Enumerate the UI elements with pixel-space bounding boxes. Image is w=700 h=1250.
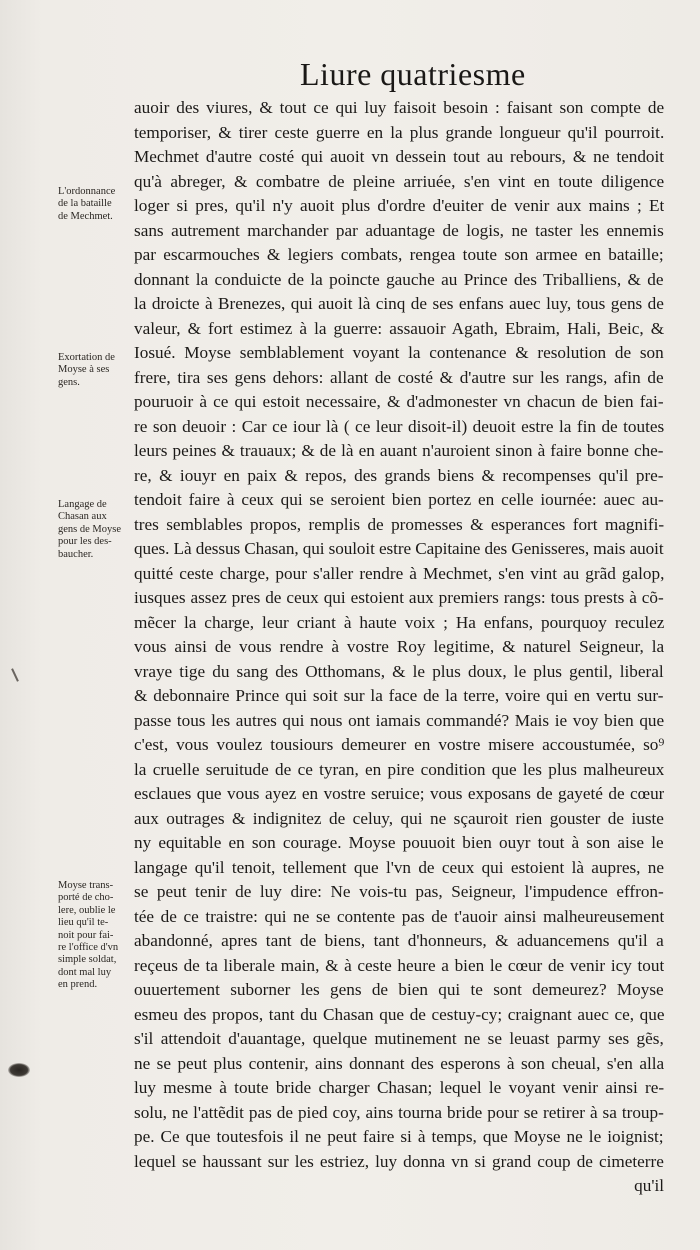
margin-note-exhortation <box>58 352 138 389</box>
text-line: s'il attendoit d'auantage, quelque mutinement ne se leuast parmy ses gẽs, <box>134 1029 664 1048</box>
margin-note-line: noit pour fai- <box>58 929 114 941</box>
margin-note-line: gens. <box>58 376 80 388</box>
text-line: qu'à abreger, & combatre de pleine arriuée, s'en vint en toute diligence <box>134 171 664 191</box>
text-line: mẽcer la charge, leur criant à haute voix ; Ha enfans, pourquoy reculez <box>134 612 664 632</box>
text-line: aux outrages & indignitez de celuy, qui ne sçauroit rien gouster de iuste <box>134 808 664 828</box>
text-line: reçeus de ta liberale main, & à ceste heure a bien le cœur de venir icy tout <box>134 955 664 975</box>
text-line: valeur, & fort estimez à la guerre: assauoir Agath, Ebraim, Hali, Beic, & <box>134 318 664 338</box>
text-line: la droicte à Brenezes, qui auoit là cinq de ses enfans auec luy, tous gens de <box>134 294 664 313</box>
text-line: leurs peines & trauaux; & de là en auant n'auroient sinon à faire bonne che- <box>134 441 664 460</box>
margin-note-line: Moyse à ses <box>58 364 110 376</box>
text-line: pe. Ce que toutesfois il ne peut faire si à temps, que Moyse ne le ioignist; <box>134 1127 664 1146</box>
text-line: ques. Là dessus Chasan, qui souloit estre Capitaine des Genisseres, mais auoit <box>134 539 664 558</box>
text-line: la cruelle seruitude de ce tyran, en pire condition que les plus malheureux <box>134 759 664 779</box>
margin-note-line: lieu qu'il te- <box>58 917 109 929</box>
margin-note-battle-order <box>58 186 138 223</box>
text-line: quitté ceste charge, pour s'aller rendre à Mechmet, s'en vint au grãd galop, <box>134 563 664 583</box>
text-line: iusques assez pres de ceux qui estoient aux premiers rangs: tous prests à cõ- <box>134 588 664 607</box>
catchword: qu'il <box>634 1176 664 1195</box>
margin-note-line: lere, oublie le <box>58 904 116 916</box>
margin-note-line: de Mechmet. <box>58 210 113 222</box>
text-line: Mechmet d'autre costé qui auoit vn dessein tout au rebours, & ne tendoit <box>134 147 664 166</box>
text-line: luy mesme à toute bride charger Chasan; lequel le voyant venir ainsi re- <box>134 1078 664 1097</box>
text-line: c'est, vous voulez tousiours demeurer en vostre misere accoustumée, so⁹ <box>134 735 664 754</box>
margin-note-line: L'ordonnance <box>58 186 116 197</box>
text-line: se peut tenir de luy dire: Ne vois-tu pas, Seigneur, l'impudence effron- <box>134 882 664 901</box>
margin-note-line: gens de Moyse <box>58 523 121 535</box>
margin-note-moyse-anger <box>58 880 138 992</box>
text-line: re, & iouyr en paix & repos, des grands biens & recompenses qu'il pre- <box>134 465 664 485</box>
margin-note-line: simple soldat, <box>58 954 117 966</box>
text-line: re son deuoir : Car ce iour là ( ce leur disoit-il) deuoit estre la fin de toutes <box>134 416 664 436</box>
text-line: langage qu'il tenoit, tellement que l'vn de ceux qui estoient là aupres, ne <box>134 857 664 877</box>
text-line: tée de ce traistre: qui ne se contente pas de t'auoir ainsi malheureusement <box>134 906 664 926</box>
text-line: loger si pres, qu'il n'y auoit plus d'ordre d'euiter de venir aux mains ; Et <box>134 196 664 215</box>
text-line: pouruoir à ce qui estoit necessaire, & d'admonester vn chacun de bien fai- <box>134 392 664 411</box>
text-line: auoir des viures, & tout ce qui luy faisoit besoin : faisant son compte de <box>134 98 664 117</box>
text-line: ouuertement suborner les gens de bien qui te sont demeurez? Moyse <box>134 980 664 999</box>
text-line: & debonnaire Prince qui soit sur la face de la terre, voire qui en vertu sur- <box>134 686 664 705</box>
margin-note-line: Exortation de <box>58 352 115 363</box>
margin-note-line: pour les des- <box>58 536 112 548</box>
margin-note-line: Chasan aux <box>58 511 107 523</box>
text-line: vous ainsi de vous rendre à vostre Roy legitime, & naturel Seigneur, la <box>134 637 664 656</box>
margin-note-line: Langage de <box>58 499 107 510</box>
text-line: Iosué. Moyse semblablement voyant la contenance & resolution de son <box>134 343 664 362</box>
body-text <box>134 96 664 1199</box>
margin-note-line: de la bataille <box>58 198 112 210</box>
text-line: lequel se haussant sur les estriez, luy donna vn si grand coup de cimeterre <box>134 1151 664 1171</box>
margin-note-line: en prend. <box>58 979 98 991</box>
margin-note-line: re l'office d'vn <box>58 942 119 954</box>
text-line: sans autrement marchander par aduantage de logis, ne taster les ennemis <box>134 220 664 240</box>
text-line: vraye tige du sang des Otthomans, & le plus doux, le plus gentil, liberal <box>134 661 664 681</box>
text-line: esclaues que vous ayez en vostre seruice; vous exposans de gayeté de cœur <box>134 784 664 803</box>
margin-note-line: dont mal luy <box>58 966 112 978</box>
text-line: donnant la conduicte de la poincte gauche au Prince des Triballiens, & de <box>134 269 664 289</box>
ink-smudge <box>8 1063 30 1077</box>
text-line: par escarmouches & legiers combats, rengea toute son armee en bataille; <box>134 245 664 264</box>
margin-note-line: porté de cho- <box>58 892 114 904</box>
text-line: ny equitable en son courage. Moyse pouuoit bien ouyr tout à son aise le <box>134 833 664 852</box>
text-line: esmeu des propos, tant du Chasan que de cestuy-cy; craignant auec ce, que <box>134 1004 664 1024</box>
page-fold-mark <box>11 668 19 682</box>
text-line: tendoit faire à ceux qui se seroient bien portez en celle iournée: auec au- <box>134 490 664 509</box>
margin-note-line: baucher. <box>58 548 94 560</box>
text-line: temporiser, & tirer ceste guerre en la plus grande longueur qu'il pourroit. <box>134 122 664 142</box>
running-head: Liure quatriesme <box>300 56 526 92</box>
margin-note-chasan-speech <box>58 499 138 561</box>
text-line: frere, tira ses gens dehors: allant de costé & d'autre sur les rangs, afin de <box>134 367 664 387</box>
text-line: solu, ne l'attẽdit pas de pied coy, ains tourna bride pour se retirer à sa troup- <box>134 1102 664 1122</box>
text-line: tres semblables propos, remplis de promesses & esperances fort magnifi- <box>134 514 664 534</box>
text-line: ne se peut plus contenir, ains donnant des esperons à son cheual, s'en alla <box>134 1053 664 1073</box>
text-line: passe tous les autres qui nous ont iamais commandé? Mais ie voy bien que <box>134 710 664 730</box>
margin-note-line: Moyse trans- <box>58 880 114 891</box>
text-line: abandonné, apres tant de biens, tant d'honneurs, & aduancemens qu'il a <box>134 931 664 950</box>
